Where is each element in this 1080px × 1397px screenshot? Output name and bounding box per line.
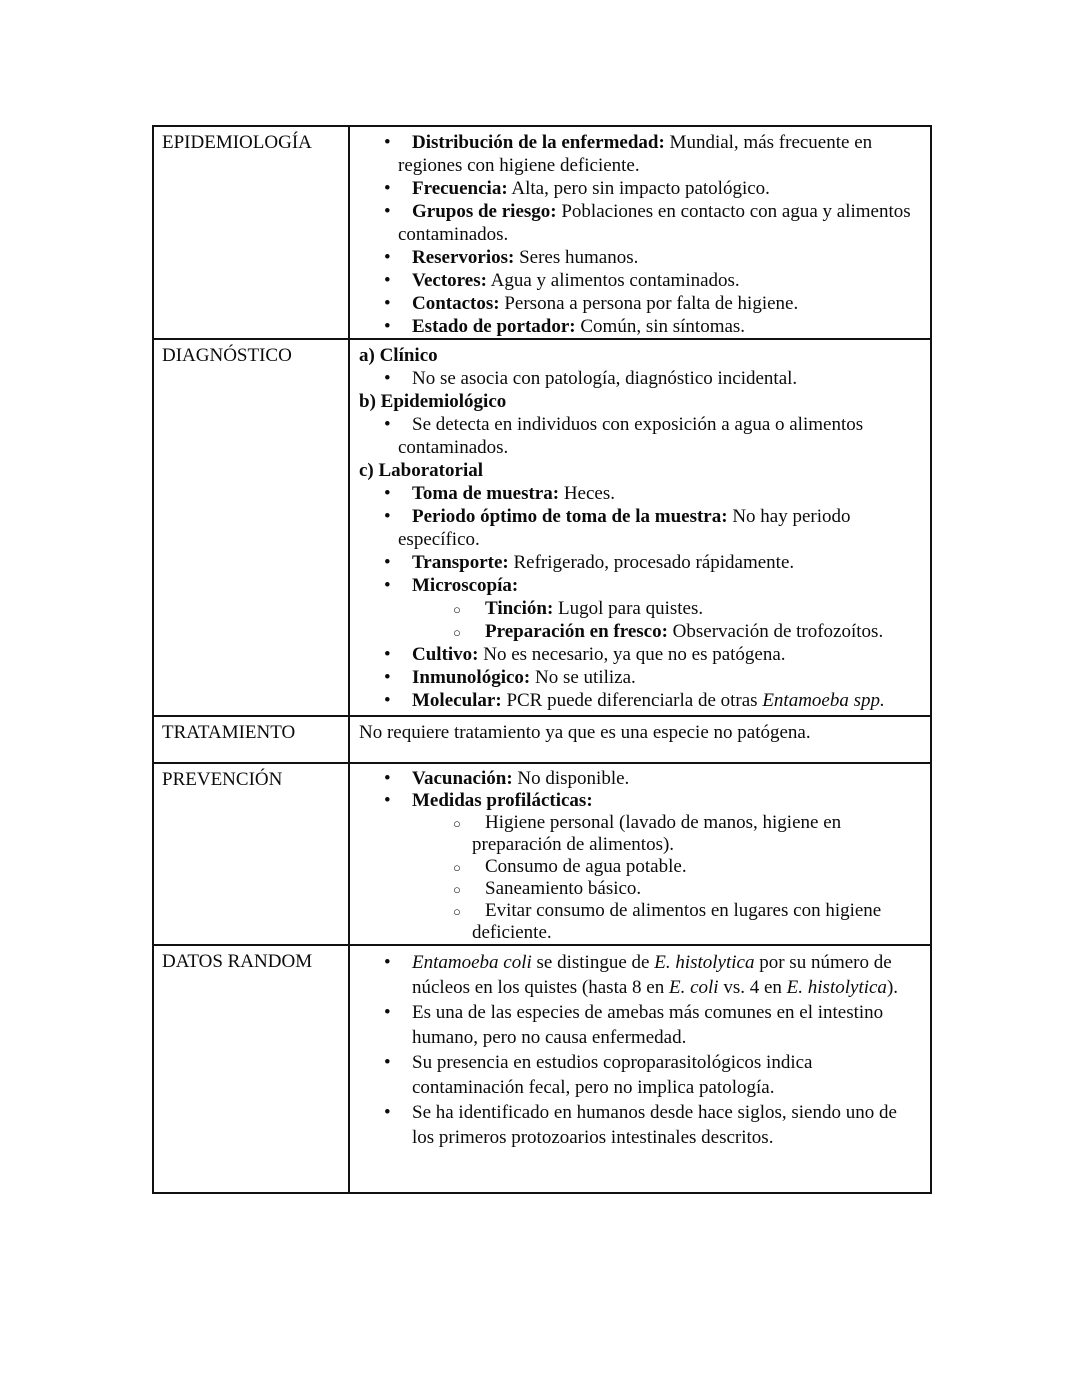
text-segment: vs. 4 en bbox=[718, 977, 787, 998]
text-segment: se distingue de bbox=[531, 952, 655, 973]
list-item bbox=[350, 900, 914, 944]
text-segment: por su número de núcleos en los quistes (hasta 8 en bbox=[412, 952, 892, 998]
bullet-icon: • bbox=[384, 768, 391, 789]
text-segment: Distribución de la enfermedad: bbox=[412, 132, 665, 153]
list-item bbox=[350, 1050, 914, 1100]
paragraph bbox=[350, 721, 914, 744]
table-row bbox=[153, 945, 931, 1193]
row-label: EPIDEMIOLOGÍA bbox=[153, 126, 349, 339]
text-segment: Reservorios: bbox=[412, 247, 515, 268]
bullet-icon: • bbox=[384, 575, 391, 596]
text-segment: Mundial, más frecuente en regiones con higiene deficiente. bbox=[398, 132, 873, 176]
text-segment: No se utiliza. bbox=[530, 667, 636, 688]
bullet-icon: • bbox=[384, 247, 391, 268]
row-label: PREVENCIÓN bbox=[153, 763, 349, 945]
circle-bullet-icon: ○ bbox=[453, 904, 461, 919]
list-item bbox=[350, 950, 914, 1000]
bullet-icon: • bbox=[384, 1102, 391, 1123]
circle-bullet-icon: ○ bbox=[453, 816, 461, 831]
list-item bbox=[350, 643, 914, 666]
row-content bbox=[349, 763, 931, 945]
text-segment: Toma de muestra: bbox=[412, 483, 560, 504]
table-row bbox=[153, 126, 931, 339]
row-label: DATOS RANDOM bbox=[153, 945, 349, 1193]
bullet-icon: • bbox=[384, 270, 391, 291]
table-row bbox=[153, 339, 931, 716]
bullet-icon: • bbox=[384, 952, 391, 973]
list-item bbox=[350, 768, 914, 790]
circle-bullet-icon: ○ bbox=[453, 860, 461, 875]
list-item bbox=[350, 367, 914, 390]
bullet-icon: • bbox=[384, 690, 391, 711]
bullet-icon: • bbox=[384, 644, 391, 665]
bullet-icon: • bbox=[384, 506, 391, 527]
row-label: DIAGNÓSTICO bbox=[153, 339, 349, 716]
text-segment: Preparación en fresco: bbox=[485, 621, 668, 642]
text-segment: Contactos: bbox=[412, 293, 500, 314]
bullet-icon: • bbox=[384, 316, 391, 337]
circle-bullet-icon: ○ bbox=[453, 882, 461, 897]
circle-bullet-icon: ○ bbox=[453, 625, 461, 640]
list-item bbox=[350, 482, 914, 505]
parasite-info-table bbox=[152, 125, 932, 1194]
list-item bbox=[350, 551, 914, 574]
bullet-icon: • bbox=[384, 201, 391, 222]
text-segment: b) Epidemiológico bbox=[359, 391, 507, 412]
list-item bbox=[350, 1000, 914, 1050]
list-item bbox=[350, 878, 914, 900]
list-item bbox=[350, 597, 914, 620]
list-item bbox=[350, 177, 914, 200]
text-segment: Higiene personal (lavado de manos, higiene en preparación de alimentos). bbox=[472, 812, 842, 855]
text-segment: c) Laboratorial bbox=[359, 460, 484, 481]
text-segment: E. histolytica bbox=[654, 952, 755, 973]
text-segment: No requiere tratamiento ya que es una especie no patógena. bbox=[359, 722, 811, 743]
bullet-icon: • bbox=[384, 790, 391, 811]
row-content bbox=[349, 339, 931, 716]
list-item bbox=[350, 292, 914, 315]
bullet-icon: • bbox=[384, 483, 391, 504]
list-item bbox=[350, 574, 914, 597]
text-segment: Saneamiento básico. bbox=[485, 878, 642, 899]
text-segment: Poblaciones en contacto con agua y alimentos contaminados. bbox=[398, 201, 911, 245]
text-segment: Estado de portador: bbox=[412, 316, 576, 337]
text-segment: Periodo óptimo de toma de la muestra: bbox=[412, 506, 728, 527]
text-segment: Cultivo: bbox=[412, 644, 479, 665]
text-segment: Entamoeba coli bbox=[412, 952, 532, 973]
list-item bbox=[350, 812, 914, 856]
list-item bbox=[350, 505, 914, 551]
list-item bbox=[350, 620, 914, 643]
text-segment: No disponible. bbox=[512, 768, 630, 789]
text-segment: No es necesario, ya que no es patógena. bbox=[478, 644, 786, 665]
bullet-icon: • bbox=[384, 132, 391, 153]
bullet-icon: • bbox=[384, 552, 391, 573]
table-row bbox=[153, 763, 931, 945]
text-segment: Tinción: bbox=[485, 598, 554, 619]
list-item bbox=[350, 1100, 914, 1150]
text-segment: Es una de las especies de amebas más comunes en el intestino humano, pero no causa enfermedad. bbox=[412, 1002, 884, 1048]
sub-heading bbox=[350, 459, 914, 482]
bullet-icon: • bbox=[384, 414, 391, 435]
text-segment: No se asocia con patología, diagnóstico incidental. bbox=[412, 368, 798, 389]
text-segment: Persona a persona por falta de higiene. bbox=[499, 293, 799, 314]
row-content bbox=[349, 945, 931, 1193]
text-segment: Microscopía: bbox=[412, 575, 519, 596]
list-item bbox=[350, 246, 914, 269]
text-segment: Consumo de agua potable. bbox=[485, 856, 687, 877]
text-segment: Transporte: bbox=[412, 552, 509, 573]
text-segment: Alta, pero sin impacto patológico. bbox=[507, 178, 770, 199]
text-segment: Se detecta en individuos con exposición a agua o alimentos contaminados. bbox=[398, 414, 864, 458]
bullet-icon: • bbox=[384, 178, 391, 199]
text-segment: Vectores: bbox=[412, 270, 487, 291]
circle-bullet-icon: ○ bbox=[453, 602, 461, 617]
list-item bbox=[350, 131, 914, 177]
text-segment: Lugol para quistes. bbox=[553, 598, 704, 619]
text-segment: a) Clínico bbox=[359, 345, 438, 366]
text-segment: Seres humanos. bbox=[514, 247, 639, 268]
text-segment: PCR puede diferenciarla de otras bbox=[501, 690, 763, 711]
text-segment: Grupos de riesgo: bbox=[412, 201, 557, 222]
table-body bbox=[153, 126, 931, 1193]
list-item bbox=[350, 200, 914, 246]
list-item bbox=[350, 790, 914, 812]
list-item bbox=[350, 269, 914, 292]
bullet-icon: • bbox=[384, 667, 391, 688]
text-segment: Vacunación: bbox=[412, 768, 513, 789]
text-segment: Observación de trofozoítos. bbox=[667, 621, 884, 642]
list-item bbox=[350, 666, 914, 689]
text-segment: E. coli bbox=[668, 977, 719, 998]
sub-heading bbox=[350, 344, 914, 367]
text-segment: Su presencia en estudios coproparasitológicos indica contaminación fecal, pero no implica patología. bbox=[412, 1052, 813, 1098]
text-segment: Molecular: bbox=[412, 690, 502, 711]
text-segment: Se ha identificado en humanos desde hace siglos, siendo uno de los primeros protozoarios intestinales descritos. bbox=[412, 1102, 897, 1148]
text-segment: Medidas profilácticas: bbox=[412, 790, 593, 811]
row-label: TRATAMIENTO bbox=[153, 716, 349, 763]
text-segment: Agua y alimentos contaminados. bbox=[486, 270, 740, 291]
text-segment: Heces. bbox=[559, 483, 615, 504]
bullet-icon: • bbox=[384, 1002, 391, 1023]
bullet-icon: • bbox=[384, 293, 391, 314]
text-segment: ). bbox=[886, 977, 899, 998]
text-segment: E. histolytica bbox=[786, 977, 887, 998]
text-segment: Frecuencia: bbox=[412, 178, 508, 199]
sub-heading bbox=[350, 390, 914, 413]
text-segment: Entamoeba spp. bbox=[762, 690, 885, 711]
bullet-icon: • bbox=[384, 368, 391, 389]
row-content bbox=[349, 126, 931, 339]
list-item bbox=[350, 856, 914, 878]
text-segment: Evitar consumo de alimentos en lugares con higiene deficiente. bbox=[472, 900, 882, 943]
text-segment: Refrigerado, procesado rápidamente. bbox=[508, 552, 795, 573]
list-item bbox=[350, 413, 914, 459]
bullet-icon: • bbox=[384, 1052, 391, 1073]
text-segment: Común, sin síntomas. bbox=[575, 316, 746, 337]
list-item bbox=[350, 689, 914, 712]
list-item bbox=[350, 315, 914, 338]
text-segment: No hay periodo específico. bbox=[398, 506, 851, 550]
text-segment: Inmunológico: bbox=[412, 667, 531, 688]
row-content bbox=[349, 716, 931, 763]
table-row bbox=[153, 716, 931, 763]
